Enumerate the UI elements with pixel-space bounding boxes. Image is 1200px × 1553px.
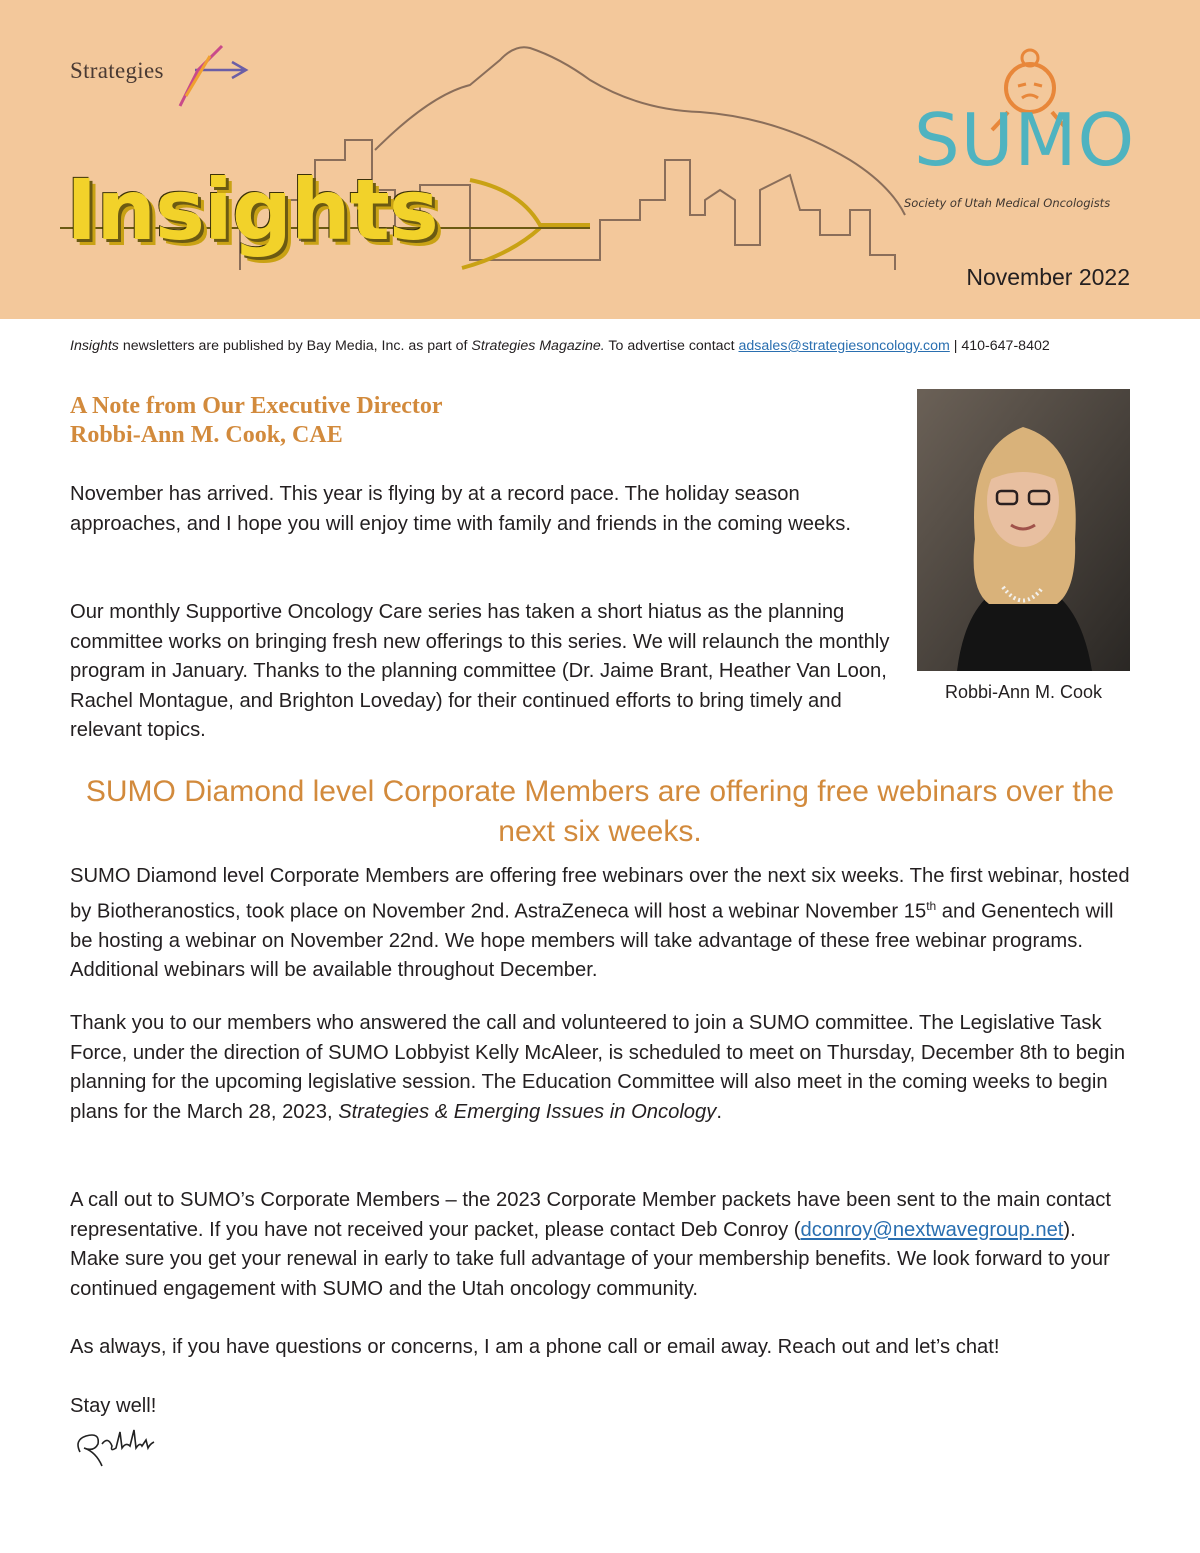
publication-text-2: To advertise contact — [604, 338, 739, 354]
closing-text: Stay well! — [70, 1395, 157, 1417]
insights-logo: Insights — [66, 161, 438, 259]
note-title-line2: Robbi-Ann M. Cook, CAE — [70, 422, 343, 448]
webinars-p3-part-b: ). Make sure you get your renewal in early to take full advantage of your membership benefits. We look forward to your continued engagement with SUMO and the Utah oncology community. — [70, 1218, 1110, 1300]
handwritten-signature — [72, 1422, 162, 1472]
closing — [70, 1392, 1130, 1422]
insights-italic: Insights — [70, 338, 119, 354]
sumo-logo: SUMO — [914, 98, 1136, 182]
publication-text-1: newsletters are published by Bay Media, Inc. as part of — [118, 338, 472, 354]
webinars-p2-part-a: Thank you to our members who answered the call and volunteered to join a SUMO committee. The Legislative Task Force, under the direction of SUMO Lobbyist Kelly McAleer, is scheduled to meet on Thursday, December 8th to begin planning for the upcoming legislative session. The Education Committee will also meet in the coming weeks to begin plans for the March 28, 2023, — [70, 1012, 1126, 1123]
webinars-heading: SUMO Diamond level Corporate Members are offering free webinars over the next six weeks. — [85, 775, 1115, 848]
webinars-paragraph-3 — [70, 1186, 1130, 1304]
advertising-email-link[interactable]: adsales@strategiesoncology.com — [738, 338, 950, 354]
note-paragraph-2-text: Our monthly Supportive Oncology Care series has taken a short hiatus as the planning committee works on bringing fresh new offerings to this series. We will relaunch the monthly program in January. Thanks to the planning committee (Dr. Jaime Brant, Heather Van Loon, Rachel Montague, and Brighton Loveday) for their continued efforts to bring timely and relevant topics. — [70, 601, 890, 741]
director-note-title — [70, 392, 443, 450]
webinars-paragraph-4 — [70, 1333, 1130, 1363]
issue-date: November 2022 — [966, 264, 1130, 290]
note-paragraph-1 — [70, 480, 900, 539]
webinars-p1-part-b: and Genentech will be hosting a webinar on November 22nd. We hope members will take advantage of these free webinar programs. Additional webinars will be available throughout December. — [70, 900, 1114, 982]
sumo-full-name: Society of Utah Medical Oncologists — [904, 196, 1111, 210]
director-photo — [917, 389, 1130, 671]
webinars-paragraph-1 — [70, 862, 1130, 986]
strategies-logo: Strategies — [70, 58, 164, 83]
newsletter-header — [0, 0, 1200, 319]
conference-name: Strategies & Emerging Issues in Oncology — [338, 1100, 717, 1123]
note-paragraph-1-text: November has arrived. This year is flying by at a record pace. The holiday season approaches, and I hope you will enjoy time with family and friends in the coming weeks. — [70, 483, 851, 535]
webinars-paragraph-2 — [70, 1009, 1130, 1127]
webinars-p3-part-a: A call out to SUMO’s Corporate Members – the 2023 Corporate Member packets have been sent to the main contact representative. If you have not received your packet, please contact Deb Conroy ( — [70, 1189, 1111, 1241]
webinars-p1-part-a: SUMO Diamond level Corporate Members are offering free webinars over the next six weeks. The first webinar, hosted by Biotheranostics, took place on November 2nd. AstraZeneca will host a webinar November 15 — [70, 865, 1130, 923]
photo-caption: Robbi-Ann M. Cook — [944, 682, 1103, 702]
magazine-italic: Strategies Magazine. — [471, 338, 605, 354]
publication-text-3: | 410-647-8402 — [949, 338, 1050, 354]
note-paragraph-2 — [70, 598, 900, 746]
webinars-p4-text: As always, if you have questions or concerns, I am a phone call or email away. Reach out and let’s chat! — [70, 1336, 1000, 1358]
contact-email-link[interactable]: dconroy@nextwavegroup.net — [800, 1218, 1064, 1241]
publication-line — [70, 338, 1050, 354]
note-title-line1: A Note from Our Executive Director — [70, 393, 443, 419]
webinars-p2-part-b: . — [716, 1100, 722, 1123]
webinars-p1-superscript: th — [926, 898, 937, 913]
